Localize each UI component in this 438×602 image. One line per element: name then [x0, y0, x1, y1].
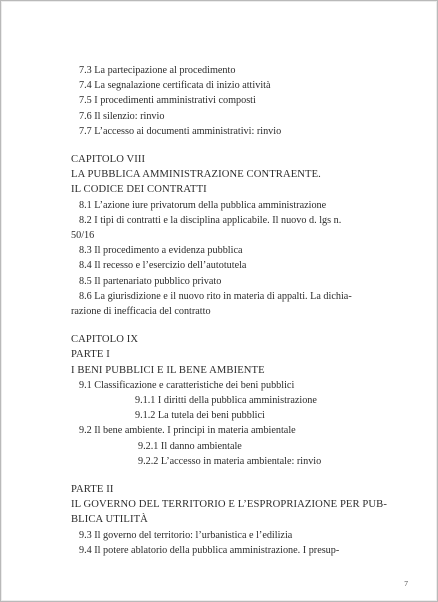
- toc-heading: CAPITOLO IX: [71, 334, 139, 346]
- toc-heading: CAPITOLO VIII: [71, 154, 146, 166]
- toc-heading: IL CODICE DEI CONTRATTI: [71, 184, 207, 196]
- toc-heading: LA PUBBLICA AMMINISTRAZIONE CONTRAENTE.: [71, 169, 321, 181]
- toc-entry: 9.2.1 Il danno ambientale: [138, 440, 242, 452]
- toc-entry: 7.3 La partecipazione al procedimento: [79, 65, 236, 76]
- toc-section: [71, 152, 371, 319]
- toc-entry: 9.2 Il bene ambiente. I principi in materia ambientale: [79, 425, 296, 437]
- toc-entry: 7.6 Il silenzio: rinvio: [79, 110, 165, 122]
- toc-entry: 9.2.2 L’accesso in materia ambientale: rinvio: [138, 455, 322, 467]
- toc-heading: PARTE I: [71, 349, 110, 361]
- toc-entry: 9.1.2 La tutela dei beni pubblici: [135, 410, 265, 422]
- toc-entry: 9.1 Classificazione e caratteristiche dei beni pubblici: [79, 379, 295, 391]
- toc-entry: 9.4 Il potere ablatorio della pubblica amministrazione. I presup-: [79, 544, 340, 556]
- toc-section: [71, 482, 387, 558]
- toc-entry: 7.5 I procedimenti amministrativi composti: [79, 95, 256, 107]
- toc-entry: 7.7 L’accesso ai documenti amministrativi: rinvio: [79, 125, 282, 137]
- toc-entry: 50/16: [71, 230, 95, 242]
- toc-entry: 9.1.1 I diritti della pubblica amministrazione: [135, 395, 317, 407]
- toc-heading: PARTE II: [71, 484, 114, 496]
- toc-heading: I BENI PUBBLICI E IL BENE AMBIENTE: [71, 364, 265, 376]
- toc-entry: 7.4 La segnalazione certificata di inizio attività: [79, 80, 271, 92]
- page-number: 7: [404, 579, 408, 588]
- table-of-contents: [71, 63, 387, 571]
- toc-entry: 8.1 L’azione iure privatorum della pubblica amministrazione: [79, 199, 327, 211]
- toc-heading: IL GOVERNO DEL TERRITORIO E L’ESPROPRIAZIONE PER PUB-: [71, 499, 387, 511]
- toc-heading: BLICA UTILITÀ: [71, 514, 148, 526]
- toc-entry: 8.5 Il partenariato pubblico privato: [79, 275, 222, 287]
- toc-entry: 8.6 La giurisdizione e il nuovo rito in materia di appalti. La dichia-: [79, 290, 352, 302]
- toc-entry: 8.2 I tipi di contratti e la disciplina applicabile. Il nuovo d. lgs n.: [79, 214, 342, 226]
- toc-entry: razione di inefficacia del contratto: [71, 306, 211, 318]
- toc-section: [71, 63, 371, 139]
- toc-entry: 9.3 Il governo del territorio: l’urbanistica e l’edilizia: [79, 529, 293, 541]
- toc-entry: 8.3 Il procedimento a evidenza pubblica: [79, 245, 243, 257]
- toc-section: [71, 332, 371, 469]
- toc-entry: 8.4 Il recesso e l’esercizio dell’autotutela: [79, 260, 247, 272]
